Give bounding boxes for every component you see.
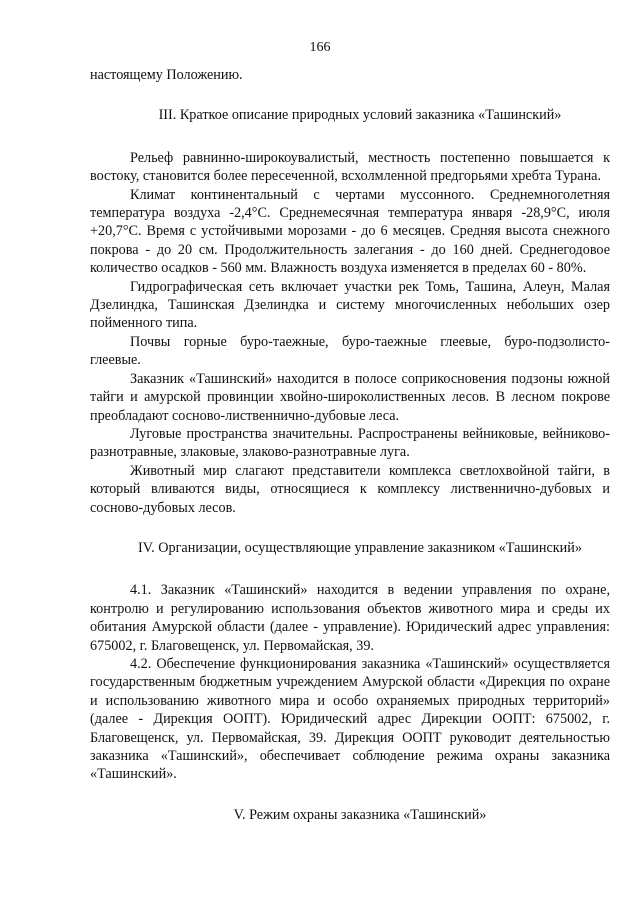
document-body: [90, 66, 610, 848]
section-5-heading: V. Режим охраны заказника «Ташинский»: [233, 806, 487, 823]
paragraph-forests: Заказник «Ташинский» находится в полосе соприкосновения подзоны южной тайги и амурской провинции хвойно-широколиственных лесов. В лесном покрове преобладают сосново-лиственнично-дубовые леса.: [90, 370, 610, 424]
paragraph-fauna: Животный мир слагают представители комплекса светлохвойной тайги, в который вливаются виды, относящиеся к комплексу лиственнично-дубовых и сосново-дубовых лесов.: [90, 462, 610, 516]
paragraph-hydrography: Гидрографическая сеть включает участки рек Томь, Ташина, Алеун, Малая Дзелиндка, Ташинская Дзелиндка и систему многочисленных небольших озер пойменного типа.: [90, 278, 610, 332]
paragraph-meadows: Луговые пространства значительны. Распространены вейниковые, вейниково-разнотравные, злаковые, злаково-разнотравные луга.: [90, 425, 610, 461]
paragraph-climate: Климат континентальный с чертами муссонного. Среднемноголетняя температура воздуха -2,4°С. Среднемесячная температура января -28,9°С, июля +20,7°С. Время с устойчивыми морозами - до 6 месяцев. Средняя высота снежного покрова - до 20 см. Продолжительность залегания - до 160 дней. Среднегодовое количество осадков - 560 мм. Влажность воздуха изменяется в пределах 60 - 80%.: [90, 186, 610, 277]
section-4-heading: IV. Организации, осуществляющие управление заказником «Ташинский»: [138, 539, 582, 556]
continuation-text: настоящему Положению.: [90, 67, 243, 83]
paragraph-4-2: 4.2. Обеспечение функционирования заказника «Ташинский» осуществляется государственным бюджетным учреждением Амурской области «Дирекция по охране и использованию животного мира и особо охраняемых природных территорий» (далее - Дирекция ООПТ). Юридический адрес Дирекции ООПТ: 675002, г. Благовещенск, ул. Первомайская, 39. Дирекция ООПТ руководит деятельностью заказника «Ташинский», обеспечивает соблюдение режима охраны заказника «Ташинский».: [90, 655, 610, 783]
paragraph-4-1: 4.1. Заказник «Ташинский» находится в ведении управления по охране, контролю и регулированию использования объектов животного мира и среды их обитания Амурской области (далее - управление). Юридический адрес управления: 675002, г. Благовещенск, ул. Первомайская, 39.: [90, 582, 610, 654]
section-3-heading: III. Краткое описание природных условий заказника «Ташинский»: [158, 107, 562, 124]
paragraph-relief: Рельеф равнинно-широкоувалистый, местность постепенно повышается к востоку, становится более пересеченной, всхолмленной предгорьями хребта Турана.: [90, 149, 610, 185]
page-number: 166: [309, 40, 331, 55]
paragraph-soils: Почвы горные буро-таежные, буро-таежные глеевые, буро-подзолисто-глеевые.: [90, 333, 610, 369]
